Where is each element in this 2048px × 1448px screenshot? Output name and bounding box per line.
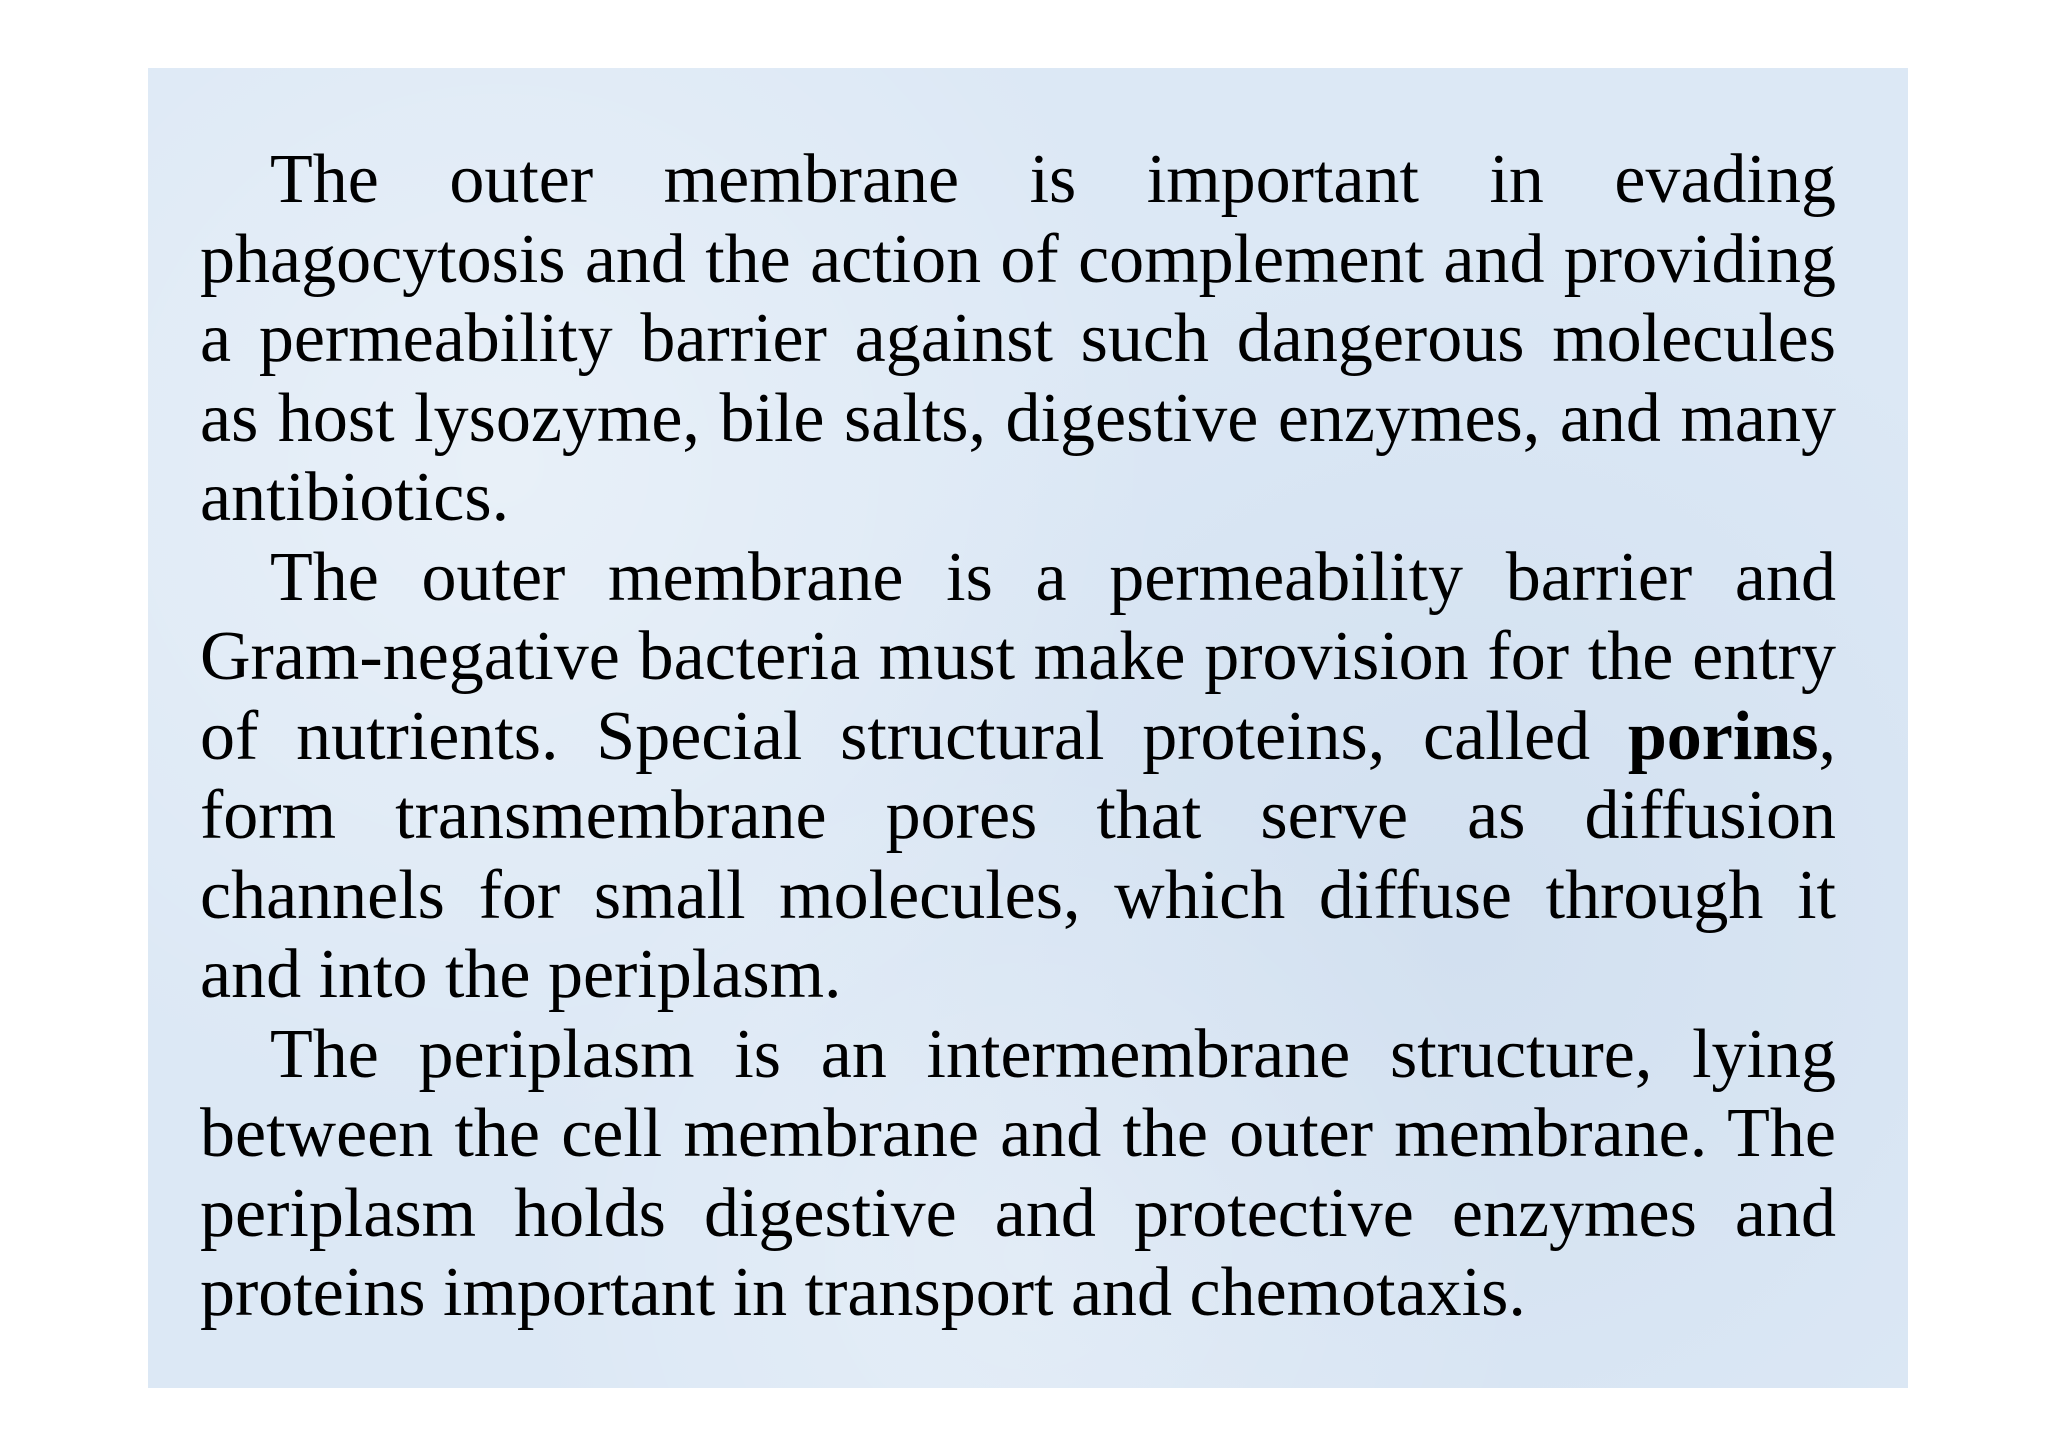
paragraph-porins (200, 538, 1836, 1015)
paragraph-outer-membrane-function: The outer membrane is important in evading phagocytosis and the action of complement and providing a permeability barrier against such dangerous molecules as host lysozyme, bile salts, digestive enzymes, and many antibiotics. (200, 141, 1836, 536)
porins-text-before: The outer membrane is a permeability barrier and Gram-negative bacteria must make provision for the entry of nutrients. Special structural proteins, called (200, 538, 1836, 775)
paragraph-periplasm: The periplasm is an intermembrane structure, lying between the cell membrane and the outer membrane. The periplasm holds digestive and protective enzymes and proteins important in transport and chemotaxis. (200, 1015, 1836, 1331)
porins-text-after: , form transmembrane pores that serve as diffusion channels for small molecules, which diffuse through it and into the periplasm. (200, 697, 1836, 1013)
slide (148, 68, 1908, 1388)
porins-term: porins (1627, 697, 1819, 775)
slide-body (200, 140, 1836, 1333)
